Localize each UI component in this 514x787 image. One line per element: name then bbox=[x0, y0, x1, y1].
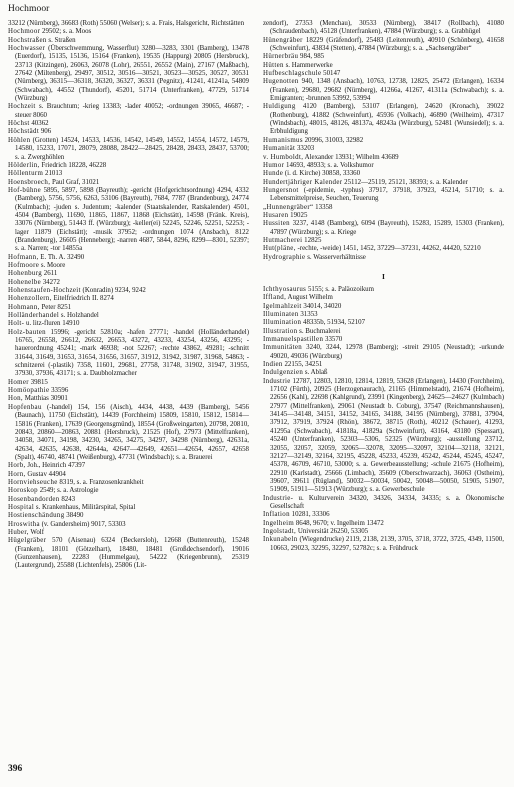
index-entry bbox=[263, 37, 504, 54]
index-entry-references: (Überschwemmung, Wasserflut) 3280—3283, 3301 (Bamberg), 13478 (Euerdorf), 15135, 15136, 15164 (Franken), 19535 (Happurg) 20805 (Hersbruck), 23713 (Kitzingen), 26063, 26078 (Lohr), 26551, 26552 (Main), 27167 (Maßbach), 27642 (Miltenberg), 29497, 30512, 30516—30521, 30523—30525, 30527, 30531 (Nürnberg), 36315—36318, 36320, 36327, 36331 (Pegnitz), 41241, 41241a, 54809 (Schwabach), 44552 (Thundorf), 45201, 51714 (Unterfranken), 47729, 51714 (Würzburg) bbox=[15, 45, 249, 103]
index-entry-headword: Igelmahlzeit bbox=[263, 302, 302, 310]
index-entry-references: 14693, 48933; s. a. Volkshumor bbox=[286, 161, 374, 169]
index-entry-headword: Hostienschändung bbox=[8, 512, 65, 520]
index-entry-references: E. Th. A. 32490 bbox=[40, 253, 85, 261]
index-entry bbox=[8, 537, 249, 570]
index-entry bbox=[263, 369, 504, 377]
index-entry-references: 33596 bbox=[51, 387, 69, 395]
index-entry-headword: Horb, bbox=[8, 462, 26, 470]
index-entry bbox=[263, 220, 504, 237]
index-entry bbox=[8, 128, 249, 136]
index-entry-headword: Ichthyosaurus bbox=[263, 285, 307, 293]
index-entry-headword: „Hunnengräber“ bbox=[263, 203, 314, 211]
index-entry bbox=[263, 511, 504, 519]
index-entry-headword: Humanität bbox=[263, 145, 296, 153]
index-entry-headword: Hünengräber bbox=[263, 36, 303, 44]
index-entry-headword: Hofmann, bbox=[8, 253, 39, 261]
index-entry-headword: Humanismus bbox=[263, 136, 303, 144]
index-entry-headword: v. Humboldt, bbox=[263, 153, 304, 161]
index-entry bbox=[263, 378, 504, 495]
index-entry-references: 34272 bbox=[42, 278, 60, 286]
index-entry bbox=[8, 504, 249, 512]
index-entry bbox=[263, 137, 504, 145]
index-entry-references: 34014, 34020 bbox=[303, 302, 342, 310]
index-entry-references: 570 (Aisenau) 6324 (Beckersloh), 12668 (Buttenreuth), 15248 (Franken), 18101 (Götzelhart), 18480, 18481 (Großdechsendorf), 19016 (Gunzenhausen), 22283 (Hummelgau), 54222 (Kriegenbrunn), 25319 (Lautergrund), 25588 (Lichtenfels), 25806 (Lit- bbox=[15, 537, 249, 570]
index-entry bbox=[263, 179, 504, 187]
index-entry bbox=[8, 496, 249, 504]
index-entry-headword: Hölderlin, bbox=[8, 161, 40, 169]
index-entry-references: (-epidemie, -typhus) 37917, 37918, 37923, 45214, 51710; s. a. Lebensmittelpreise, Seuchen, Teuerung bbox=[270, 186, 504, 203]
index-entry bbox=[263, 70, 504, 78]
index-entry bbox=[263, 294, 504, 302]
index-entry bbox=[263, 62, 504, 70]
index-entry bbox=[263, 303, 504, 311]
index-entry-references: (Konradin) 9234, 9242 bbox=[82, 287, 146, 294]
index-entry-headword: Illustration bbox=[263, 327, 298, 335]
index-entry-headword: Humor bbox=[263, 161, 285, 169]
index-entry bbox=[263, 212, 504, 220]
index-entry-references: 40362 bbox=[31, 120, 49, 128]
index-entry bbox=[263, 520, 504, 528]
index-entry bbox=[8, 45, 249, 103]
index-entry-references: 22155, 34251 bbox=[284, 361, 323, 369]
index-entry-references: 39815 bbox=[30, 378, 48, 386]
index-entry bbox=[8, 329, 249, 379]
index-entry-references: (Grotten) 14524, 14533, 14536, 14542, 14549, 14552, 14554, 14572, 14579, 14580, 15233, 17071, 28079, 28088, 28422—28425, 28428, 28433, 28437, 53700; s. a. Zwerghöhlen bbox=[15, 136, 249, 161]
index-entry-references: s. Brauchtum; -krieg 13383; -lader 40052; -ordnungen 39065, 46687; -steuer 8060 bbox=[15, 103, 249, 119]
index-entry-references: u. litz-fluren 14910 bbox=[26, 320, 80, 328]
index-entry-headword: Homer bbox=[8, 378, 29, 386]
index-entry-headword: Hosenbandorden bbox=[8, 495, 60, 503]
page-number: 396 bbox=[8, 764, 23, 774]
index-entry-references: 8243 bbox=[61, 495, 76, 503]
index-entry bbox=[263, 286, 504, 294]
index-entry-headword: Höchstädt bbox=[8, 128, 40, 136]
index-entry-headword: Hon, bbox=[8, 395, 23, 403]
index-entry-headword: Hungersnot bbox=[263, 186, 299, 194]
index-entry bbox=[8, 270, 249, 278]
index-entry-references: 12787, 12803, 12810, 12814, 12819, 53628 (Erlangen), 14430 (Forchheim), 17102 (Fürth), 20925 (Herzogenaurach), 21165 (Himmelstadt), 21674 (Hofheim), 22656 (Kahl), 22698 (Kahlgrund), 23991 (Kingenberg), 24625—24627 (Kulmbach) 27977 (Mittelfranken), 29061 (Neustadt b. Coburg), 37547 (Reichmannshausen), 34145—34148, 34151, 34152, 34165, 34188, 34195 (Nürnberg), 37881, 37904, 37912, 37919, 37924 (Rhön), 38672, 38715 (Roth), 40212 (Schauer), 41293, 41295a (Schwabach), 41818a, 41829a (Schweinfurt), 43164, 43180 (Spessart), 45240 (Unterfranken), 52303—5306, 52325 (Würzburg); -ausstellung 23712, 32055, 32057, 32059, 32065—32078, 32095—32097, 32104—32118, 32121, 32127—32149, 32164, 32195, 45228, 45233, 45239, 45242, 45244, 45245, 45247, 45378, 46709, 46710, 53000; s. a. Gewerbeausstellung; -schule 21675 (Hofheim), 22910 (Karlstadt), 25666 (Limbach), 35609 (Oberschwarzach), 36063 (Ostheim), 39607, 39611 (Rügland), 50032—50034, 50042, 50048—50050, 51905, 51907, 51909, 51911—51913 (Würzburg); s. a. Gewerbeschule bbox=[270, 377, 504, 494]
index-entry-headword: Ingelheim bbox=[263, 519, 295, 527]
index-entry bbox=[263, 53, 504, 61]
index-entry bbox=[8, 295, 249, 303]
index-entry-headword: Hürnerbräu bbox=[263, 53, 299, 61]
index-entry-headword: Hügelgräber bbox=[8, 537, 47, 545]
index-entry-references: s. Hammerwerke bbox=[285, 61, 333, 69]
index-entry-headword: Hunde bbox=[263, 170, 284, 178]
index-entry-references: s. Ablaß bbox=[304, 369, 328, 377]
index-entry bbox=[263, 187, 504, 204]
index-entry-references: s. Wasserverhältnisse bbox=[307, 253, 366, 261]
index-entry bbox=[8, 395, 249, 403]
index-entry-references: -rechte, -weide) 1451, 1452, 37229—37231, 44262, 44420, 52210 bbox=[297, 245, 481, 253]
index-entry bbox=[8, 404, 249, 462]
index-entry-references: 19025 bbox=[290, 211, 308, 219]
index-entry-headword: Holt- bbox=[8, 320, 25, 328]
index-entry-headword: Hugenotten bbox=[263, 78, 299, 86]
index-entry-headword: Holländerhandel bbox=[8, 312, 60, 320]
index-entry-headword: Huber, bbox=[8, 528, 29, 536]
index-entry-references: 3240, 3244, 12978 (Bamberg); -streit 29105 (Neustadt); -urkunde 49020, 49036 (Würzburg) bbox=[270, 344, 504, 360]
index-entry-headword: Hochmoor bbox=[8, 28, 41, 36]
index-entry-references: 38490 bbox=[66, 512, 84, 520]
index-entry bbox=[263, 319, 504, 327]
index-entry-references: 3237, 4148 (Bamberg), 6094 (Bayreuth), 15283, 15289, 15303 (Franken), 47897 (Würzburg); s. a. Kriege bbox=[270, 220, 504, 236]
index-entry-references: 5895, 5897, 5898 (Bayreuth); -gericht (Hofgerichtsordnung) 4294, 4332 (Bamberg), 5756, 5756, 6263, 53106 (Bayreuth), 7684, 7787 (Brandenburg), 24774 (Kulmbach); -juden s. Judentum; -kalender (Staatskalender, Ratskalender) 4501, 4504 (Bamberg), 11690, 11865, 11867, 11868 (Eichstätt), 14598 (Fränk. Kreis), 33076 (Nürnberg), 51443 ff. (Würzburg); -keller(ei) 52245, 52246, 52251, 52253; -lager 11879 (Eichstätt); -musik 37952; -ordnungen 1074 (Ansbach), 8122 (Brandenburg), 26605 (Henneberg); -narren 4687, 5844, 8296, 8299—8301, 52397; s. a. Narren; -tor 14855a bbox=[15, 186, 249, 253]
index-entry-references: 33212 (Nürnberg), 36683 (Roth) 55060 (Welser); s. a. Frais, Halsgericht, Richtstätten bbox=[8, 20, 245, 27]
index-entry bbox=[263, 336, 504, 344]
index-entry-headword: Inflation bbox=[263, 511, 290, 519]
index-entry-headword: Höhlen bbox=[8, 136, 31, 144]
index-entry-headword: Hofmoore bbox=[8, 261, 40, 269]
index-entry bbox=[8, 28, 249, 36]
index-entry bbox=[263, 78, 504, 103]
index-entry bbox=[8, 262, 249, 270]
index-entry-headword: Hopfenbau bbox=[8, 403, 42, 411]
index-entry bbox=[8, 312, 249, 320]
index-entry-headword: Immanuelspastillen bbox=[263, 336, 324, 344]
index-entry-headword: Hroswitha bbox=[8, 520, 40, 528]
index-entry-headword: Hochzeit bbox=[8, 103, 36, 111]
index-entry-headword: Indien bbox=[263, 361, 283, 369]
index-entry bbox=[263, 536, 504, 553]
index-entry-headword: Homöopathie bbox=[8, 387, 50, 395]
index-entry-references: zendorf), 27353 (Menchau), 30533 (Nürnberg), 38417 (Rollbach), 41080 (Schraudenbach), 45128 (Unterfranken), 47884 (Würzburg); s. a. Grabhügel bbox=[263, 20, 504, 36]
index-entry bbox=[263, 361, 504, 369]
index-entry bbox=[8, 170, 249, 178]
index-entry-references: 906 bbox=[40, 128, 52, 136]
index-entry bbox=[263, 103, 504, 136]
index-entry bbox=[8, 479, 249, 487]
index-entry-references: s. Moore bbox=[40, 261, 66, 269]
index-entry-references: (-handel) 154, 156 (Aisch), 4434, 4438, 4439 (Bamberg), 5456 (Baunach), 11750 (Eichstätt), 14439 (Forchheim) 15809, 15810, 15812, 15814—15816 (Franken), 17639 (Georgensgmünd), 18554 (Großweingarten), 20798, 20810, 20843, 20860—20863, 20881 (Hersbruck), 21525 (Hof), 27973 (Mittelfranken), 34058, 34071, 34198, 34230, 34265, 34275, 34297, 34298 (Nürnberg), 42631a, 42634, 42635, 42638, 42644a, 42647—42649, 42651—42654, 42657, 42658 (Spalt), 46740, 48741 (Weißenburg), 47731 (Windsbach); s. a. Brauerei bbox=[15, 403, 249, 461]
index-entry-references: Paul Graf, 31021 bbox=[52, 178, 100, 186]
index-entry-references: 2549; s. a. Astrologie bbox=[39, 487, 99, 495]
index-entry-headword: Hütten bbox=[263, 61, 284, 69]
index-entry-references: (Wiegendrucke) 2119, 2138, 2139, 3705, 3718, 3722, 3725, 4349, 11500, 10663, 29023, 32295, 32297, 52782c; s. a. Frühdruck bbox=[270, 536, 504, 552]
index-entry-headword: Inkunabeln bbox=[263, 536, 298, 544]
index-entry-references: 33570 bbox=[325, 336, 343, 344]
index-column-right bbox=[263, 20, 504, 758]
index-entry-headword: Hufbeschlagschule bbox=[263, 70, 322, 78]
index-entry-references: Alexander 13931; Wilhelm 43689 bbox=[304, 153, 399, 161]
index-entry-references: Universität 26250, 53305 bbox=[297, 527, 369, 535]
index-entry-headword: Iffland, bbox=[263, 294, 287, 302]
index-entry bbox=[8, 320, 249, 328]
index-entry-references: Wolf bbox=[30, 528, 44, 536]
index-entry bbox=[8, 137, 249, 162]
section-letter: I bbox=[382, 271, 385, 281]
index-entry bbox=[8, 20, 249, 28]
index-entry-references: Gustav 44904 bbox=[27, 470, 66, 478]
index-entry-headword: Hohenburg bbox=[8, 270, 43, 278]
index-entry bbox=[8, 120, 249, 128]
index-entry-references: 29502; s. a. Moos bbox=[42, 28, 92, 36]
index-entry-headword: Illumination bbox=[263, 319, 302, 327]
index-entry-references: Matthias 30901 bbox=[24, 395, 68, 403]
index-entry-references: 12825 bbox=[304, 236, 322, 244]
index-entry-references: 4120 (Bamberg), 53107 (Erlangen), 24620 (Kronach), 39022 (Rothenburg), 41882 (Schweinfurt), 45936 (Volkach), 46890 (Weilheim), 47317 (Windsbach), 48015, 48126, 48137a, 48243a (Würzburg), 52481 (Wunsiedel); s. a. Erbhuldigung bbox=[270, 103, 504, 136]
index-entry-headword: Huldigung bbox=[263, 103, 296, 111]
index-entry bbox=[263, 170, 504, 178]
index-entry bbox=[8, 462, 249, 470]
index-entry-references: Joh., Heinrich 47397 bbox=[27, 462, 86, 470]
index-entry bbox=[8, 529, 249, 537]
index-entry bbox=[263, 20, 504, 37]
index-entry-headword: Hutmacherei bbox=[263, 236, 303, 244]
index-entry-headword: Horn, bbox=[8, 470, 26, 478]
index-entry-references: 8319, s. a. Franzosenkrankheit bbox=[59, 478, 144, 486]
index-entry-references: 33203 bbox=[296, 145, 315, 153]
index-entry-references: 984, 985 bbox=[300, 53, 325, 61]
index-entry-references: s. Straßen bbox=[48, 36, 76, 44]
index-entry-references: Eitelfriedrich II. 8274 bbox=[53, 295, 114, 303]
index-entry bbox=[8, 387, 249, 395]
index-entry-references: 48335b, 51934, 52107 bbox=[303, 319, 366, 327]
index-entry-headword: Hundertjähriger Kalender bbox=[263, 178, 343, 186]
running-head: Hochmoor bbox=[8, 4, 50, 14]
index-column-left bbox=[8, 20, 249, 758]
index-entry-references: 5155; s. a. Paläozoikum bbox=[307, 285, 374, 293]
index-entry-headword: Industrie bbox=[263, 377, 291, 385]
index-entry-references: Friedrich 18228, 46228 bbox=[41, 161, 107, 169]
index-entry bbox=[8, 379, 249, 387]
index-entry-headword: Hussiten bbox=[263, 220, 290, 228]
index-entry bbox=[8, 187, 249, 254]
index-entry-references: 18229 (Gräfendorf), 25483 (Leitenreuth), 40910 (Schönberg), 41658 (Schweinfurt), 43834 (Stetten), 47884 (Würzburg); s. a. „Sachsengräber“ bbox=[270, 36, 504, 53]
index-entry bbox=[263, 344, 504, 361]
index-entry-headword: Hospital bbox=[8, 503, 35, 511]
index-entry bbox=[8, 254, 249, 262]
index-entry-references: 15996; -gericht 52810a; -hafen 27771; -handel (Holländerhandel) 16765, 26558, 26612, 26632, 26653, 43272, 43233, 43254, 43256, 43295; -hauerordnung 45241; -mark 46938; -not 52267; -rechte 43862, 49281; -schnitt 31644, 31649, 31653, 31654, 31656, 31657, 31912, 31942, 31987, 31968, 54863; -schnitzerei (-plastik) 7358, 11601, 29681, 27758, 31748, 31902, 31947, 31955, 37930, 37936, 43171; s. a. Daubholzmacher bbox=[15, 328, 249, 378]
index-entry-headword: Höchst bbox=[8, 120, 30, 128]
index-entry bbox=[8, 487, 249, 495]
index-entry bbox=[8, 521, 249, 529]
index-entry-headword: Hohmann, bbox=[8, 303, 40, 311]
index-entry-references: s. Buchmalerei bbox=[299, 327, 341, 335]
index-entry bbox=[8, 304, 249, 312]
index-entry-references: s. Holzhandel bbox=[60, 312, 99, 320]
index-entry-headword: Husaren bbox=[263, 211, 289, 219]
index-entry bbox=[263, 328, 504, 336]
index-entry-references: 8648, 9670; v. Ingelheim 13472 bbox=[295, 519, 384, 527]
index-entry-references: 25112—25119, 25121, 38393; s. a. Kalender bbox=[344, 178, 468, 186]
index-entry-headword: Hut(pläne, bbox=[263, 245, 296, 253]
index-entry bbox=[263, 311, 504, 319]
index-entry bbox=[8, 103, 249, 120]
index-entry-references: 21013 bbox=[45, 170, 63, 178]
index-entry-references: Peter 8251 bbox=[41, 303, 72, 311]
index-entry-references: 50147 bbox=[323, 70, 341, 78]
index-entry-headword: Illuminaten bbox=[263, 311, 299, 318]
index-entry bbox=[263, 245, 504, 253]
index-entry-references: 10281, 33306 bbox=[291, 511, 330, 519]
index-entry-references: 13358 bbox=[315, 203, 333, 211]
index-entry bbox=[263, 204, 504, 212]
index-columns bbox=[8, 20, 504, 758]
index-entry bbox=[8, 512, 249, 520]
index-entry bbox=[8, 287, 249, 295]
index-entry-headword: Hoensbroech, bbox=[8, 178, 51, 186]
index-entry bbox=[263, 254, 504, 262]
index-entry-references: 31353 bbox=[300, 311, 318, 318]
index-entry-headword: Hof-bühne bbox=[8, 186, 42, 194]
index-entry-headword: Hochstraßen bbox=[8, 36, 47, 44]
index-entry-headword: Hohenstaufen-Hochzeit bbox=[8, 287, 81, 294]
index-entry bbox=[263, 237, 504, 245]
index-entry-references: s. Krankenhaus, Militärspital, Spital bbox=[35, 503, 136, 511]
index-entry bbox=[263, 162, 504, 170]
index-entry bbox=[8, 37, 249, 45]
index-entry-headword: Hydrographie bbox=[263, 253, 306, 261]
index-entry bbox=[263, 528, 504, 536]
index-entry-headword: Immunitäten bbox=[263, 344, 303, 352]
index-entry-references: 940, 1348 (Ansbach), 10763, 12738, 12825, 25472 (Erlangen), 16334 (Franken), 29680, 29682 (Nürnberg), 41266a, 41267, 41311a (Schwabach); s. a. Emigranten; -brunnen 53992, 53994 bbox=[270, 78, 504, 103]
index-entry-headword: Holz-bauten bbox=[8, 328, 46, 336]
index-entry-headword: Industrie- bbox=[263, 494, 294, 502]
index-entry bbox=[8, 179, 249, 187]
index-entry-headword: Indulgenzien bbox=[263, 369, 304, 377]
index-entry-headword: Ingolstadt, bbox=[263, 527, 297, 535]
index-entry-headword: Hochwasser bbox=[8, 45, 46, 53]
index-entry bbox=[263, 495, 504, 512]
index-entry-headword: Hohenelbe bbox=[8, 278, 41, 286]
index-entry-references: u. Kulturverein 34320, 34326, 34334, 34335; s. a. Ökonomische Gesellschaft bbox=[270, 494, 504, 510]
index-entry-references: (i. d. Kirche) 30858, 33360 bbox=[284, 170, 361, 178]
index-entry-references: (v. Gandersheim) 9017, 53303 bbox=[41, 520, 126, 528]
index-entry-headword: Hohenzollern, bbox=[8, 295, 52, 303]
index-entry bbox=[263, 145, 504, 153]
index-entry-references: 20996, 31003, 32982 bbox=[304, 136, 364, 144]
index-entry-headword: Hornviehseuche bbox=[8, 478, 58, 486]
index-entry-references: August Wilhelm bbox=[287, 294, 333, 302]
index-entry bbox=[8, 279, 249, 287]
index-entry-headword: Horoskop bbox=[8, 487, 38, 495]
index-entry bbox=[8, 471, 249, 479]
index-entry-references: 2611 bbox=[43, 270, 58, 278]
index-entry-headword: Höllenturm bbox=[8, 170, 44, 178]
index-entry bbox=[263, 154, 504, 162]
index-entry bbox=[8, 162, 249, 170]
